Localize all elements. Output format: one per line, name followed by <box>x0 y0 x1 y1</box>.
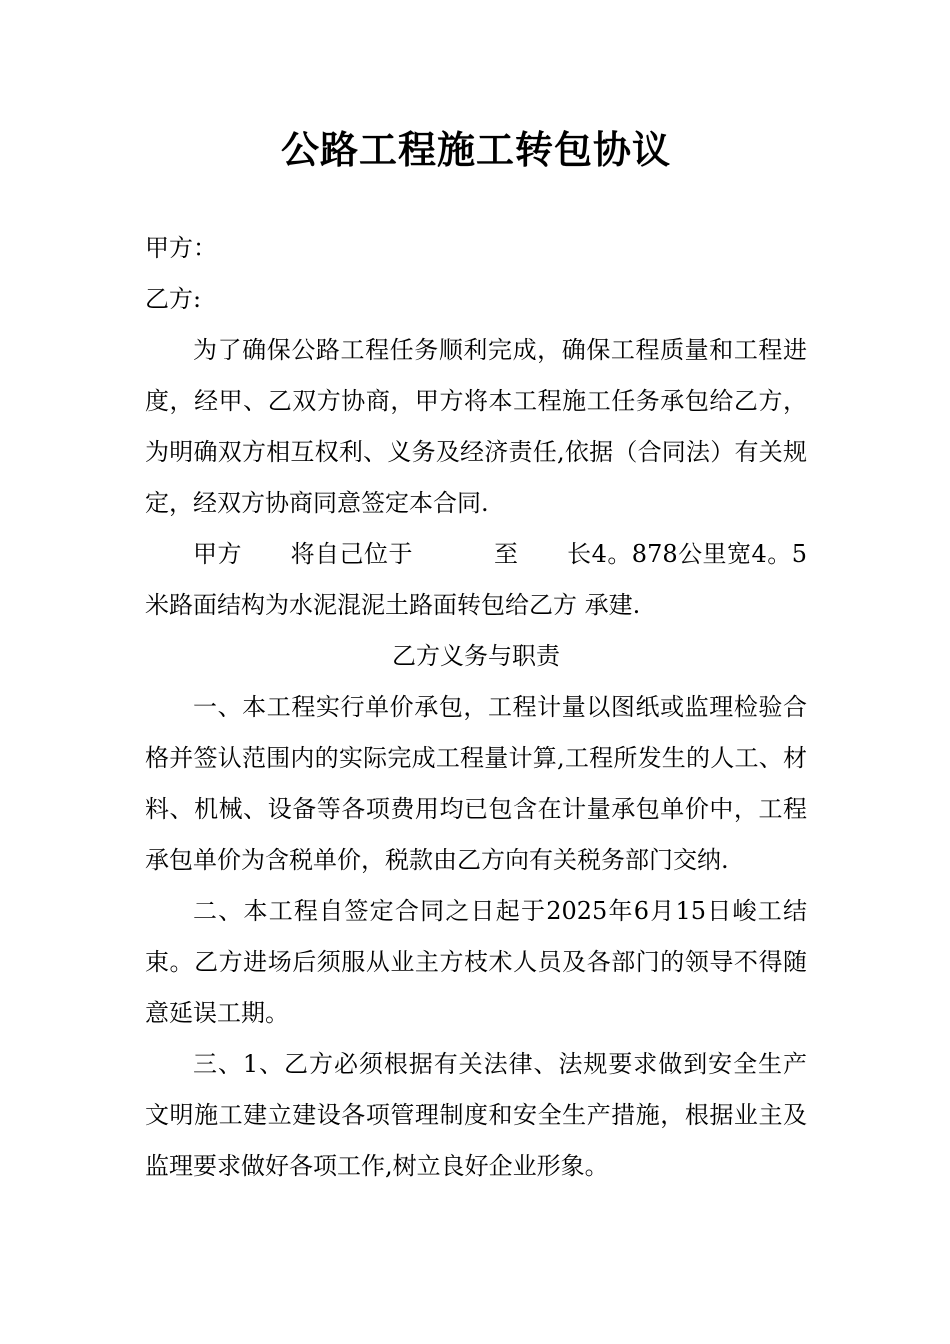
scope-blank <box>518 540 567 568</box>
scope-blank <box>242 540 291 568</box>
scope-detail-text: 长4。878公里宽4。5米路面结构为水泥混泥土路面转包给乙方 承建. <box>145 540 807 619</box>
scope-party-a: 甲方 <box>193 540 242 568</box>
scope-blank <box>413 540 494 568</box>
party-a-line: 甲方： <box>145 234 217 262</box>
party-b-line: 乙方: <box>145 285 202 313</box>
document-body <box>145 223 807 1192</box>
intro-paragraph: 为了确保公路工程任务顺利完成，确保工程质量和工程进度，经甲、乙双方协商，甲方将本工程施工任务承包给乙方，为明确双方相互权利、义务及经济责任,依据（合同法）有关规定，经双方协商同意签定本合同. <box>145 336 807 517</box>
scope-paragraph <box>145 529 807 631</box>
clause-1: 一、本工程实行单价承包，工程计量以图纸或监理检验合格并签认范围内的实际完成工程量计算,工程所发生的人工、材料、机械、设备等各项费用均已包含在计量承包单价中，工程承包单价为含税单价，税款由乙方向有关税务部门交纳. <box>145 693 807 874</box>
scope-location-text: 将自己位于 <box>290 540 413 568</box>
section-heading: 乙方义务与职责 <box>392 642 560 670</box>
clause-3: 三、1、乙方必须根据有关法律、法规要求做到安全生产文明施工建立建设各项管理制度和安全生产措施，根据业主及监理要求做好各项工作,树立良好企业形象。 <box>145 1050 807 1180</box>
scope-to-text: 至 <box>494 540 519 568</box>
document-title: 公路工程施工转包协议 <box>280 127 671 172</box>
clause-2: 二、本工程自签定合同之日起于2025年6月15日峻工结束。乙方进场后须服从业主方枝术人员及各部门的领导不得随意延误工期。 <box>145 897 807 1027</box>
